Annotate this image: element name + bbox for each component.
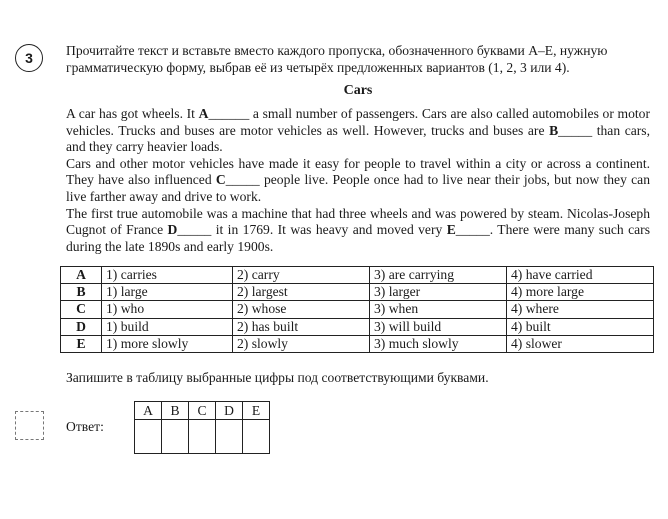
answer-letter: C bbox=[189, 402, 216, 420]
option-cell: 2) whose bbox=[233, 301, 370, 318]
paragraph-1: A car has got wheels. It A______ a small number of passengers. Cars are also called automobiles or motor vehicles. Trucks and buses are motor vehicles as well. However, trucks and buses are B_____ than cars, and they carry heavier loads. bbox=[66, 106, 651, 155]
gap-a-blank: ______ bbox=[208, 106, 250, 121]
gap-d-blank: _____ bbox=[177, 222, 212, 238]
answer-cell-a[interactable] bbox=[135, 420, 162, 454]
options-row-a bbox=[61, 267, 654, 284]
paragraph-2: Cars and other motor vehicles have made it easy for people to travel within a city or across a continent. They have also influenced C_____ people live. People once had to live near their jobs, but now they can live farther away and drive to work. bbox=[66, 155, 651, 204]
option-cell: 3) will build bbox=[370, 318, 507, 335]
answer-cell-e[interactable] bbox=[243, 420, 270, 454]
gap-b-label: B bbox=[549, 122, 559, 138]
answer-cell-d[interactable] bbox=[216, 420, 243, 454]
row-letter: A bbox=[61, 267, 102, 284]
gap-c-label: C bbox=[215, 172, 226, 188]
option-cell: 2) largest bbox=[233, 284, 370, 301]
passage-text bbox=[66, 106, 650, 255]
option-cell: 4) slower bbox=[507, 335, 654, 352]
answer-label: Ответ: bbox=[66, 419, 104, 434]
option-cell: 4) where bbox=[507, 301, 654, 318]
options-row-c bbox=[61, 301, 654, 318]
gap-d-label: D bbox=[167, 222, 178, 238]
answer-letter: D bbox=[216, 402, 243, 420]
task-instruction: Прочитайте текст и вставьте вместо каждого пропуска, обозначенного буквами А–Е, нужную грамматическую форму, выбрав её из четырёх предложенных вариантов (1, 2, 3 или 4). bbox=[66, 43, 608, 75]
option-cell: 1) more slowly bbox=[102, 335, 233, 352]
options-table bbox=[60, 266, 654, 353]
option-cell: 1) build bbox=[102, 318, 233, 335]
option-cell: 2) slowly bbox=[233, 335, 370, 352]
answer-letter: B bbox=[162, 402, 189, 420]
write-instruction: Запишите в таблицу выбранные цифры под соответствующими буквами. bbox=[66, 370, 489, 385]
gap-b-blank: _____ bbox=[558, 122, 593, 138]
option-cell: 4) have carried bbox=[507, 267, 654, 284]
answer-cell-b[interactable] bbox=[162, 420, 189, 454]
option-cell: 1) who bbox=[102, 301, 233, 318]
options-row-b bbox=[61, 284, 654, 301]
option-cell: 1) carries bbox=[102, 267, 233, 284]
option-cell: 2) has built bbox=[233, 318, 370, 335]
options-row-e bbox=[61, 335, 654, 352]
answer-table bbox=[134, 401, 270, 454]
passage-title: Cars bbox=[343, 83, 373, 98]
option-cell: 1) large bbox=[102, 284, 233, 301]
option-cell: 3) when bbox=[370, 301, 507, 318]
row-letter: D bbox=[61, 318, 102, 335]
option-cell: 3) much slowly bbox=[370, 335, 507, 352]
answer-cell-c[interactable] bbox=[189, 420, 216, 454]
gap-a-label: A bbox=[198, 106, 209, 121]
paragraph-3: The first true automobile was a machine that had three wheels and was powered by steam. Nicolas-Joseph Cugnot of France D_____ it in 1769. It was heavy and moved very E_____. There were many such cars during the late 1890s and early 1900s. bbox=[66, 205, 650, 254]
answer-input-row bbox=[135, 420, 270, 454]
answer-letter: A bbox=[135, 402, 162, 420]
row-letter: B bbox=[61, 284, 102, 301]
answer-letter: E bbox=[243, 402, 270, 420]
gap-c-blank: _____ bbox=[225, 172, 260, 188]
row-letter: E bbox=[61, 335, 102, 352]
score-box bbox=[15, 411, 44, 440]
option-cell: 2) carry bbox=[233, 267, 370, 284]
options-row-d bbox=[61, 318, 654, 335]
gap-e-label: E bbox=[446, 222, 456, 238]
option-cell: 3) larger bbox=[370, 284, 507, 301]
option-cell: 4) built bbox=[507, 318, 654, 335]
row-letter: C bbox=[61, 301, 102, 318]
option-cell: 4) more large bbox=[507, 284, 654, 301]
option-cell: 3) are carrying bbox=[370, 267, 507, 284]
gap-e-blank: _____ bbox=[455, 222, 490, 238]
task-number: 3 bbox=[15, 44, 43, 72]
answer-header-row bbox=[135, 402, 270, 420]
